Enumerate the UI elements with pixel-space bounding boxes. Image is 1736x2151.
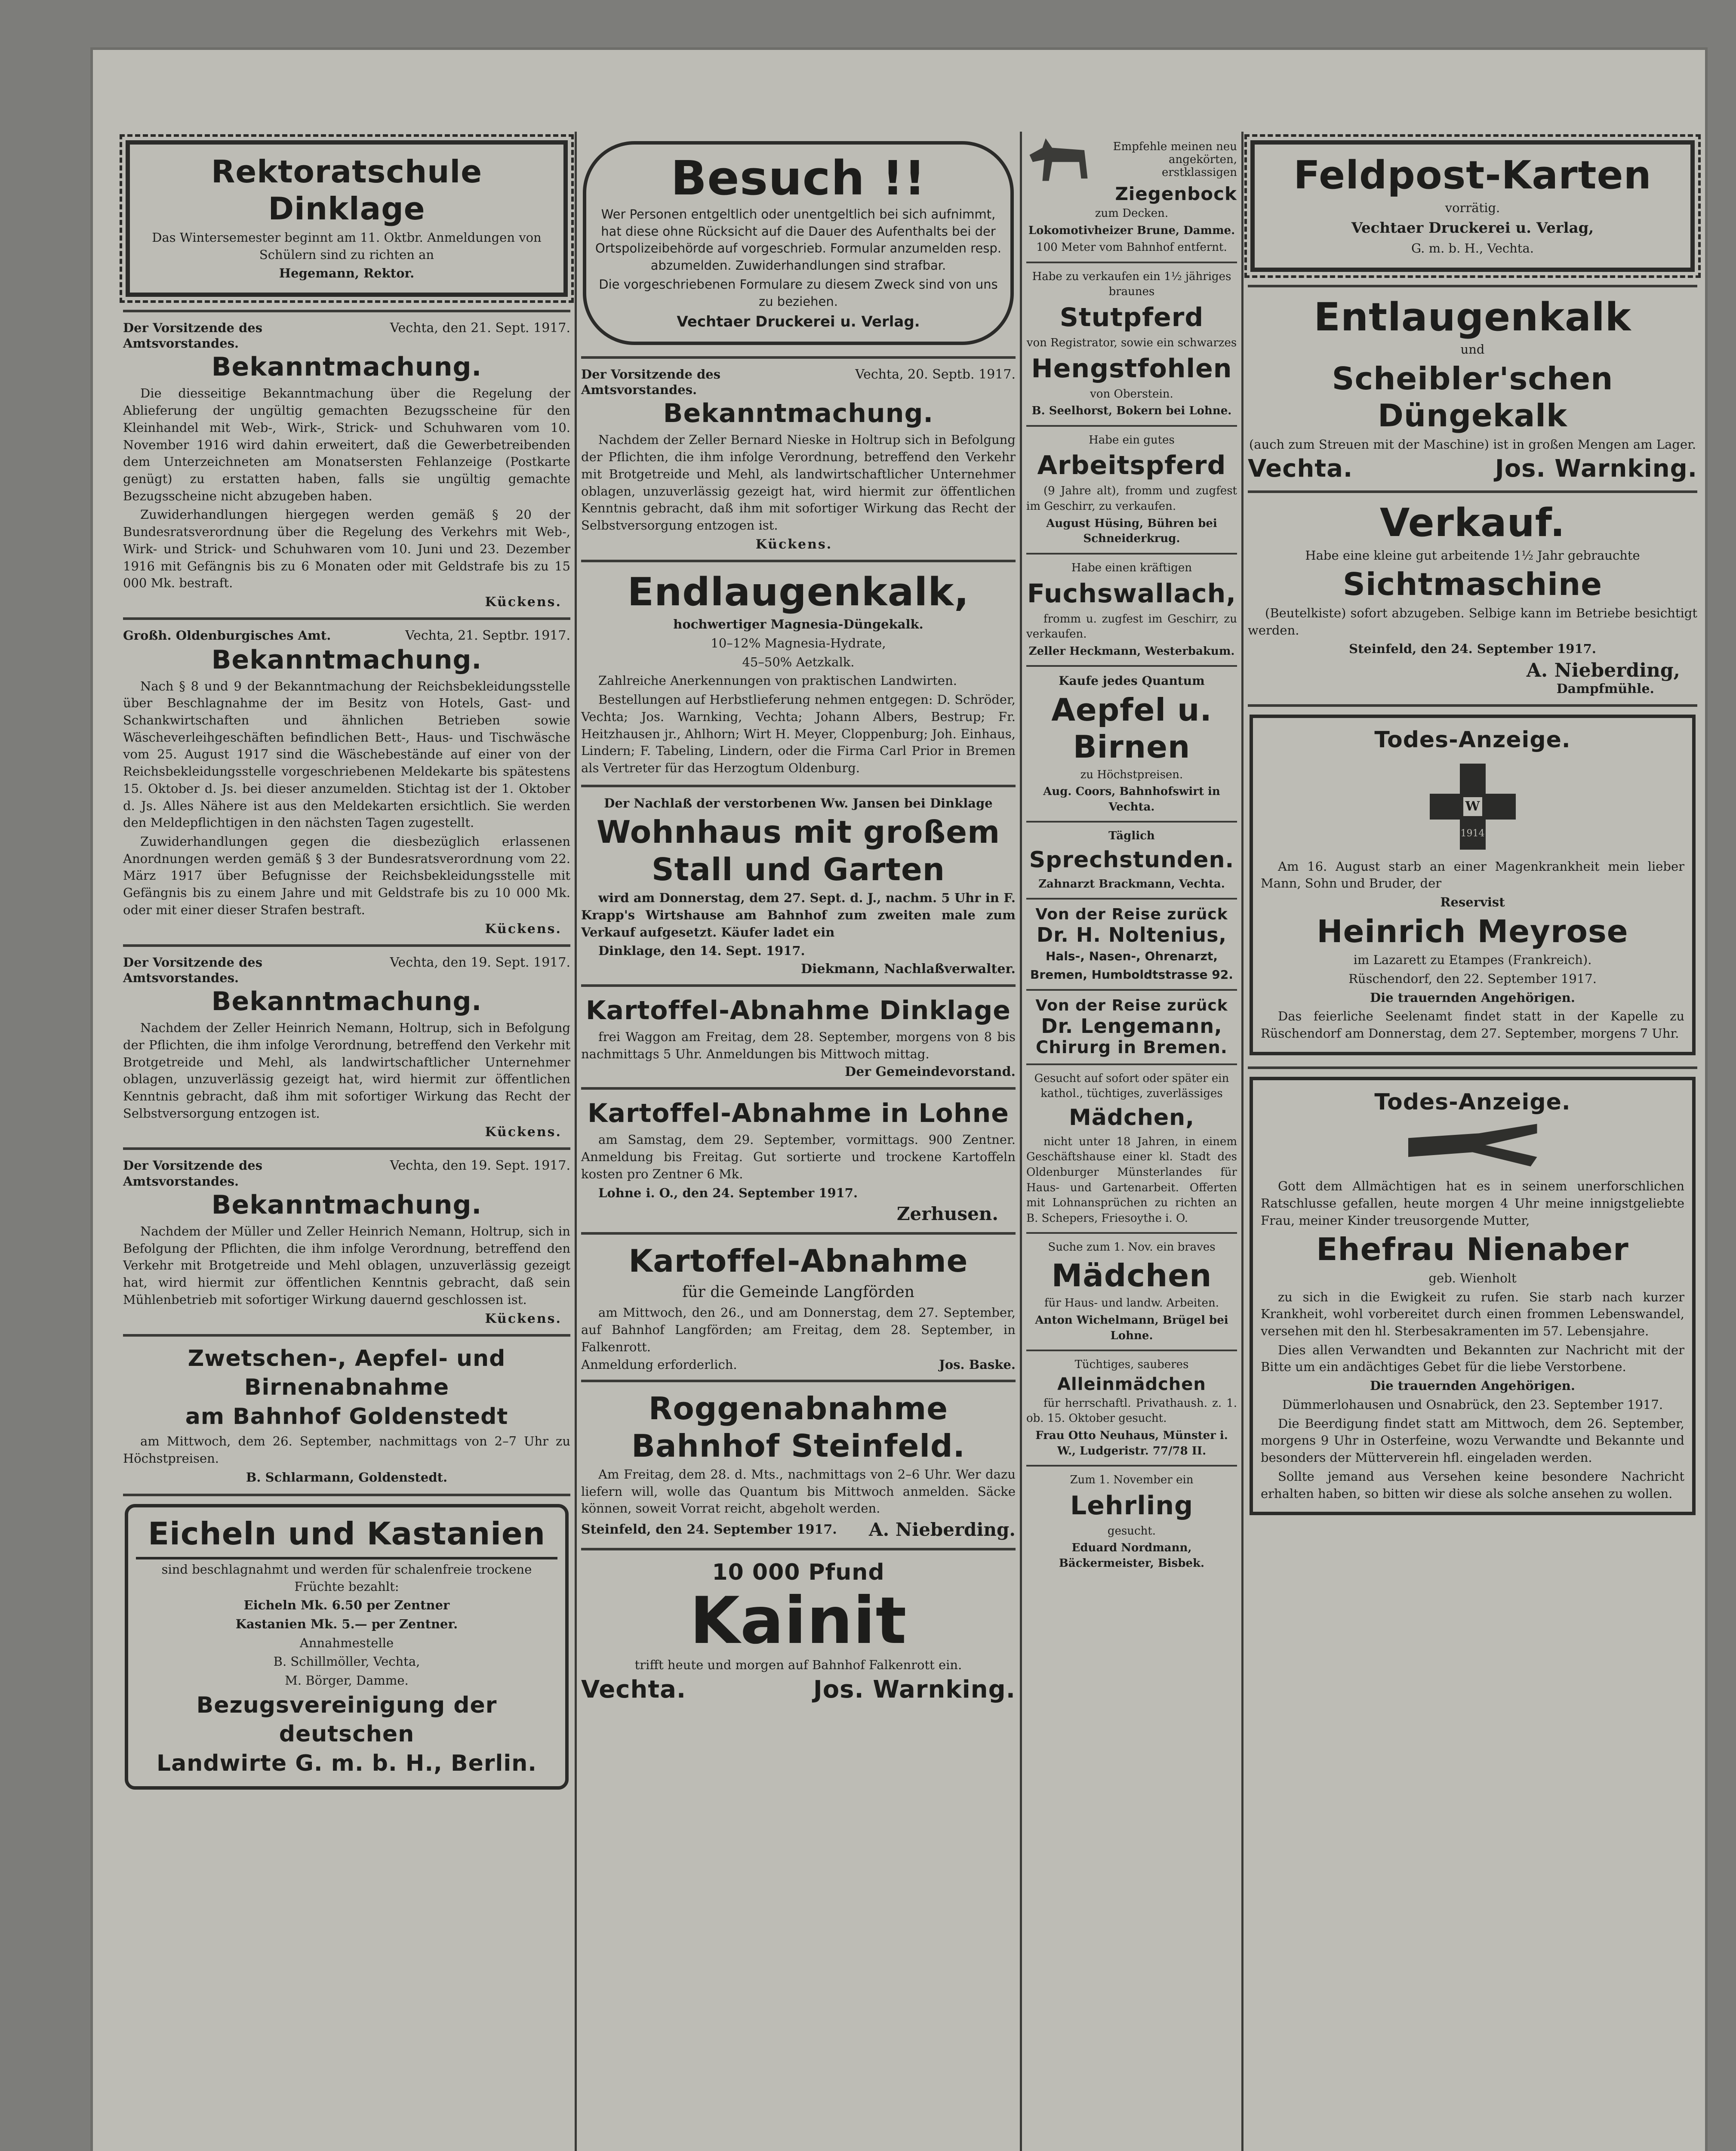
roggen-ad	[581, 1390, 1016, 1540]
ad-title: Kainit	[689, 1583, 907, 1658]
ad-date: Steinfeld, den 24. September 1917.	[1349, 641, 1596, 656]
eicheln-ad	[125, 1504, 569, 1789]
notice-1	[123, 320, 570, 610]
zahnarzt-ad	[1026, 829, 1237, 892]
ad-title: Eicheln und Kastanien	[136, 1515, 557, 1559]
stutpferd-ad	[1026, 269, 1237, 419]
ad-title: Scheibler'schen Düngekalk	[1332, 360, 1613, 434]
ad-text: für herrschaftl. Privathaush. z. 1. ob. 15. Oktober gesucht.	[1026, 1396, 1237, 1425]
ad-text: im Lazarett zu Etampes (Frankreich).	[1353, 952, 1592, 968]
ad-date: Lohne i. O., den 24. September 1917.	[598, 1185, 858, 1200]
ad-subtitle: hochwertiger Magnesia-Düngekalk.	[673, 617, 923, 632]
price-line: Eicheln Mk. 6.50 per Zentner	[243, 1598, 450, 1613]
ad-title: Entlaugenkalk	[1314, 294, 1631, 340]
ad-text: Gesucht auf sofort oder später ein kathol., tüchtiges, zuverlässiges	[1034, 1072, 1229, 1100]
kartoffel-lohne-ad	[581, 1097, 1016, 1224]
arbeitspferd-ad	[1026, 433, 1237, 547]
ad-signature: Dampfmühle.	[1556, 681, 1654, 696]
ad-text: Lokomotivheizer Brune, Damme.	[1028, 224, 1235, 237]
ad-text: Kaufe jedes Quantum	[1059, 674, 1205, 688]
ad-text: Bestellungen auf Herbstlieferung nehmen entgegen: D. Schröder, Vechta; Jos. Warnking, Vechta; Johann Albers, Bestrup; Fr. Heitzhausen jr., Ahlhorn; Wirt H. Meyer, Cloppenburg; Joh. Einhaus, Lindern; F. Tabeling, Lindern, oder die Firma Carl Prior in Bremen als Vertreter für das Herzogtum Oldenburg.	[581, 692, 1016, 775]
ad-text: 10–12% Magnesia-Hydrate,	[711, 635, 886, 650]
ad-text: Empfehle meinen neu angekörten, erstklassigen	[1113, 140, 1237, 179]
ad-text: gesucht.	[1107, 1524, 1156, 1538]
ad-text: Habe eine kleine gut arbeitende 1½ Jahr gebrauchte	[1305, 548, 1640, 563]
ad-text: fromm u. zugfest im Geschirr, zu verkaufen.	[1026, 612, 1237, 641]
ad-title: Kartoffel-Abnahme in Lohne	[588, 1098, 1009, 1129]
fuchswallach-ad	[1026, 561, 1237, 659]
ad-text: M. Börger, Damme.	[285, 1673, 409, 1688]
ad-signature: Vechtaer Druckerei u. Verlag,	[1351, 219, 1594, 237]
ad-title: Lehrling	[1070, 1490, 1194, 1521]
ad-title: Aepfel u.	[1051, 691, 1212, 728]
ad-title: Bezugsvereinigung der deutschen	[196, 1692, 497, 1747]
maedchen-ad-1	[1026, 1071, 1237, 1226]
notice-date: Vechta, den 19. Sept. 1917.	[390, 1158, 570, 1174]
ad-head: 10 000 Pfund	[712, 1559, 885, 1586]
verkauf-ad	[1248, 501, 1697, 696]
ad-text: wird am Donnerstag, dem 27. Sept. d. J., nachm. 5 Uhr in F. Krapp's Wirtshause am Bahnhof zum zweiten male zum Verkauf aufgesetzt. Käufer ladet ein	[581, 891, 1016, 940]
ad-text: Die vorgeschriebenen Formulare zu diesem Zweck sind von uns zu beziehen.	[599, 277, 998, 309]
notice-title: Bekanntmachung.	[211, 352, 482, 382]
notice-from: Der Vorsitzende des Amtsvorstandes.	[581, 367, 721, 398]
notice-title: Bekanntmachung.	[663, 398, 934, 429]
ad-text: zu Höchstpreisen.	[1080, 768, 1183, 781]
ad-text: und	[1460, 342, 1485, 357]
ad-head: Von der Reise zurück	[1035, 996, 1228, 1014]
ad-head: Der Nachlaß der verstorbenen Ww. Jansen bei Dinklage	[604, 795, 993, 810]
ad-date: Steinfeld, den 24. September 1917.	[581, 1522, 837, 1538]
ad-text: Dies allen Verwandten und Bekannten zur Nachricht mit der Bitte um ein andächtiges Gebet für die liebe Verstorbene.	[1261, 1342, 1684, 1374]
lengemann-ad	[1026, 997, 1237, 1057]
ad-signature: A. Nieberding,	[1526, 659, 1680, 681]
ad-signature: Der Gemeindevorstand.	[845, 1064, 1016, 1080]
nachlass-ad	[581, 795, 1016, 977]
notice-from: Der Vorsitzende des Amtsvorstandes.	[123, 955, 263, 985]
palm-branch-icon	[1408, 1124, 1537, 1171]
ad-text: für Haus- und landw. Arbeiten.	[1044, 1297, 1219, 1310]
ad-text: 100 Meter vom Bahnhof entfernt.	[1036, 241, 1227, 254]
ad-text: Das feierliche Seelenamt findet statt in der Kapelle zu Rüschendorf am Donnerstag, dem 27. September, morgens 7 Uhr.	[1261, 1009, 1684, 1041]
ad-text: zu sich in die Ewigkeit zu rufen. Sie starb nach kurzer Krankheit, wohl vorbereitet durch einen frommen Lebenswandel, versehen mit den hl. Sterbesakramenten im 57. Lebensjahre.	[1261, 1289, 1684, 1339]
kartoffel-dinklage-ad	[581, 995, 1016, 1079]
ad-text: Täglich	[1108, 829, 1155, 843]
kainit-ad	[581, 1558, 1016, 1704]
deceased-name: Heinrich Meyrose	[1317, 913, 1628, 949]
ad-text: Zahlreiche Anerkennungen von praktischen Landwirten.	[598, 673, 957, 688]
ad-text: am Mittwoch, dem 26. September, nachmittags von 2–7 Uhr zu Höchstpreisen.	[123, 1434, 570, 1466]
rektoratschule-ad	[126, 140, 568, 297]
ad-signature: B. Schlarmann, Goldenstedt.	[246, 1470, 448, 1485]
ziegenbock-ad	[1026, 136, 1237, 256]
ad-text: Zum 1. November ein	[1070, 1473, 1194, 1487]
kartoffel-langfoerden-ad	[581, 1242, 1016, 1372]
ad-text: am Samstag, dem 29. September, vormittags. 900 Zentner. Anmeldung bis Freitag. Gut sortierte und trockene Kartoffeln kosten pro Zentner 6 Mk.	[581, 1132, 1016, 1181]
notice-signature: Kückens.	[755, 536, 833, 552]
ad-signature: Zahnarzt Brackmann, Vechta.	[1038, 877, 1225, 891]
ad-title: Rektoratschule Dinklage	[211, 154, 483, 227]
ad-text: von Registrator, sowie ein schwarzes	[1026, 336, 1237, 350]
ad-text: Hals-, Nasen-, Ohrenarzt,	[1045, 949, 1218, 964]
ad-signature: Jos. Warnking.	[813, 1675, 1016, 1704]
ad-title: Wohnhaus mit großem	[596, 814, 1000, 851]
ad-title: Birnen	[1073, 729, 1191, 765]
ad-text: B. Schillmöller, Vechta,	[273, 1654, 420, 1669]
notice-paragraph: Nachdem der Müller und Zeller Heinrich Nemann, Holtrup, sich in Befolgung der Pflichten, die ihm infolge Verordnung, betreffend den Verkehr mit Brotgetreide und Mehl oblagen, unzuverlässig gezeigt hat, wird hiermit zur öffentlichen Kenntnis gebracht, daß sein Mühlenbetrieb mit sofortiger Wirkung dauernd geschlossen ist.	[123, 1223, 570, 1307]
noltenius-ad	[1026, 906, 1237, 983]
notice-paragraph: Zuwiderhandlungen hiergegen werden gemäß § 20 der Bundesratsverordnung über die Regelung des Verkehrs mit Web-, Wirk- und Strick- und Schuhwaren vom 10. Juni und 23. Dezember 1916 mit Gefängnis bis zu 6 Monaten oder mit Geldstrafe bis zu 15 000 Mk. bestraft.	[123, 507, 570, 591]
ad-text: Annahmestelle	[299, 1635, 394, 1650]
ad-text: sind beschlagnahmt und werden für schalenfreie trockene Früchte bezahlt:	[161, 1562, 532, 1594]
ad-text: zum Decken.	[1095, 207, 1169, 220]
besuch-ad	[583, 141, 1014, 345]
notice-title: Bekanntmachung.	[211, 986, 482, 1017]
ad-title: Landwirte G. m. b. H., Berlin.	[157, 1750, 537, 1777]
ad-text: (Beutelkiste) sofort abzugeben. Selbige kann im Betriebe besichtigt werden.	[1248, 605, 1697, 638]
iron-cross-icon	[1430, 764, 1516, 850]
ad-text: (auch zum Streuen mit der Maschine) ist in großen Mengen am Lager.	[1249, 437, 1696, 452]
notice-from: Großh. Oldenburgisches Amt.	[123, 628, 331, 643]
ad-signature: Zeller Heckmann, Westerbakum.	[1028, 644, 1235, 658]
ad-subtitle: für die Gemeinde Langförden	[682, 1283, 914, 1301]
goat-icon	[1026, 136, 1091, 183]
ad-title: Alleinmädchen	[1057, 1374, 1206, 1394]
ad-title: Bahnhof Steinfeld.	[631, 1427, 965, 1464]
ad-text: Die Beerdigung findet statt am Mittwoch, dem 26. September, morgens 9 Uhr in Osterfeine, wozu Verwandte und Bekannte und besonders der Mütterverein hfl. eingeladen werden.	[1261, 1416, 1684, 1465]
ad-text: Das Wintersemester beginnt am 11. Oktbr. Anmeldungen von Schülern sind zu richten an	[152, 230, 542, 262]
price-line: Kastanien Mk. 5.— per Zentner.	[235, 1617, 458, 1632]
ad-title: Kartoffel-Abnahme Dinklage	[586, 995, 1011, 1026]
ad-text: Reservist	[1440, 895, 1505, 910]
ad-title: Hengstfohlen	[1031, 353, 1232, 384]
ad-signature: August Hüsing, Bühren bei Schneiderkrug.	[1046, 517, 1217, 545]
ad-title: Fuchswallach,	[1027, 578, 1237, 609]
ad-title: Arbeitspferd	[1037, 450, 1226, 481]
ad-text: Gott dem Allmächtigen hat es in seinem unerforschlichen Ratschlusse gefallen, heute morgen 4 Uhr meine innigstgeliebte Frau, meiner Kinder treusorgende Mutter,	[1261, 1179, 1684, 1228]
ad-text: frei Waggon am Freitag, dem 28. September, morgens von 8 bis nachmittags 5 Uhr. Anmeldungen bis Mittwoch mittag.	[581, 1029, 1016, 1061]
ad-signature: Zerhusen.	[896, 1203, 998, 1225]
ad-signature: Die trauernden Angehörigen.	[1370, 1378, 1575, 1393]
ad-date: Rüschendorf, den 22. September 1917.	[1348, 971, 1597, 986]
ad-signature: Diekmann, Nachlaßverwalter.	[801, 961, 1016, 977]
deceased-name: Ehefrau Nienaber	[1316, 1231, 1629, 1268]
ad-title: Stutpferd	[1059, 302, 1204, 333]
ad-title: Roggenabnahme	[648, 1390, 948, 1427]
notice-from: Der Vorsitzende des Amtsvorstandes.	[123, 1158, 263, 1189]
endlaugenkalk-ad	[581, 570, 1016, 777]
notice-paragraph: Zuwiderhandlungen gegen die diesbezüglich erlassenen Anordnungen werden gemäß § 3 der Bundesratsverordnung vom 22. März 1917 über Befugnisse der Reichsbekleidungsstelle mit Gefängnis bis zu einem Jahre und mit Geldstrafe bis zu 10 000 Mk. oder mit einer dieser Strafen bestraft.	[123, 834, 570, 917]
ad-signature: G. m. b. H., Vechta.	[1411, 240, 1534, 256]
lehrling-ad	[1026, 1473, 1237, 1571]
cross-year: 1914	[1460, 828, 1485, 839]
ad-signature: Frau Otto Neuhaus, Münster i. W., Ludgeristr. 77/78 II.	[1035, 1429, 1228, 1458]
ad-text: Bremen, Humboldtstrasse 92.	[1030, 967, 1233, 982]
ad-note: Anmeldung erforderlich.	[581, 1357, 737, 1372]
notice-signature: Kückens.	[485, 1311, 562, 1326]
newspaper-page	[90, 47, 1708, 2151]
notice-paragraph: Nachdem der Zeller Bernard Nieske in Holtrup sich in Befolgung der Pflichten, die ihm infolge Verordnung, betreffend den Verkehr mit Brotgetreide und Mehl, als landwirtschaftlicher Unternehmer oblagen, unzuverlässig gezeigt hat, wird hiermit zur öffentlichen Kenntnis gebracht, daß ihm mit sofortiger Wirkung das Recht der Selbstversorgung entzogen ist.	[581, 432, 1016, 533]
ad-signature: Jos. Baske.	[939, 1357, 1016, 1372]
ad-text: Wer Personen entgeltlich oder unentgeltlich bei sich aufnimmt, hat diese ohne Rücksicht auf die Dauer des Aufenthalts bei der Ortspolizeibehörde auf vorgeschrieb. Formular anzumelden resp. abzumelden. Zuwiderhandlungen sind strafbar.	[595, 207, 1002, 273]
column-rule	[1241, 132, 1244, 2151]
notice-date: Vechta, den 21. Sept. 1917.	[390, 320, 570, 336]
column-3	[1026, 136, 1237, 2151]
ad-text: 45–50% Aetzkalk.	[742, 654, 855, 669]
ad-text: Tüchtiges, sauberes	[1074, 1358, 1189, 1371]
ad-title: am Bahnhof Goldenstedt	[185, 1403, 508, 1430]
notice-title: Bekanntmachung.	[211, 644, 482, 675]
ad-signature: Aug. Coors, Bahnhofswirt in Vechta.	[1043, 785, 1220, 814]
notice-5	[581, 367, 1016, 552]
maedchen-ad-2	[1026, 1240, 1237, 1344]
notice-from: Der Vorsitzende des Amtsvorstandes.	[123, 320, 263, 351]
ad-signature: Vechtaer Druckerei u. Verlag.	[677, 313, 920, 331]
ad-text: Am 16. August starb an einer Magenkrankheit mein lieber Mann, Sohn und Bruder, der	[1261, 859, 1684, 891]
notice-title: Bekanntmachung.	[211, 1190, 482, 1220]
todes-anzeige-2	[1250, 1077, 1696, 1515]
ad-text: vorrätig.	[1445, 200, 1500, 215]
ad-text: geb. Wienholt	[1428, 1270, 1517, 1285]
ad-title: Zwetschen-, Aepfel- und Birnenabnahme	[188, 1345, 506, 1401]
ad-title: Sichtmaschine	[1342, 566, 1603, 603]
ad-title: Kartoffel-Abnahme	[628, 1243, 968, 1279]
column-rule	[575, 132, 577, 2151]
ad-text: Sollte jemand aus Versehen keine besondere Nachricht erhalten haben, so bitten wir diese als solche ansehen zu wollen.	[1261, 1469, 1684, 1501]
ad-text: Habe ein gutes	[1089, 433, 1175, 447]
ad-signature: Eduard Nordmann, Bäckermeister, Bisbek.	[1059, 1541, 1205, 1570]
ad-title: Besuch !!	[671, 151, 926, 206]
ad-text: Am Freitag, dem 28. d. Mts., nachmittags von 2–6 Uhr. Wer dazu liefern will, wolle das Quantum bis Mittwoch anmelden. Säcke können, soweit Vorrat reicht, abgeholt werden.	[581, 1467, 1016, 1516]
alleinmaedchen-ad	[1026, 1357, 1237, 1459]
ad-signature: Anton Wichelmann, Brügel bei Lohne.	[1035, 1313, 1228, 1342]
ad-text: nicht unter 18 Jahren, in einem Geschäftshause einer kl. Stadt des Oldenburger Münsterlandes für Haus- und Gartenarbeit. Offerten mit Lohnansprüchen zu richten an B. Schepers, Friesoythe i. O.	[1026, 1135, 1237, 1225]
notice-2	[123, 628, 570, 937]
ad-title: Sprechstunden.	[1029, 847, 1234, 873]
notice-signature: Kückens.	[485, 1125, 562, 1140]
ad-date: Dümmerlohausen und Osnabrück, den 23. September 1917.	[1282, 1397, 1663, 1412]
notice-paragraph: Nach § 8 und 9 der Bekanntmachung der Reichsbekleidungsstelle über Beschlagnahme der im Besitz von Hotels, Gast- und Schankwirtschaften und ähnlichen Betrieben sowie Wäscheverleihgeschäften befindlichen Bett-, Haus- und Tischwäsche vom 25. August 1917 sind die Wäschebestände auf einer von der Reichsbekleidungsstelle vorgeschriebenen Meldekarte bis spätestens 15. Oktober d. Js. bei dieser anzumelden. Stichtag ist der 1. Oktober d. Js. Alles Nähere ist aus den Meldekarten ersichtlich. Sie werden den Meldepflichtigen in den nächsten Tagen zugestellt.	[123, 678, 570, 830]
zwetschen-ad	[123, 1344, 570, 1486]
column-4	[1248, 136, 1697, 2151]
ad-text: von Oberstein.	[1090, 387, 1173, 401]
ad-text: (9 Jahre alt), fromm und zugfest im Geschirr, zu verkaufen.	[1026, 484, 1237, 513]
ad-place: Vechta.	[581, 1675, 686, 1704]
ad-title: Mädchen,	[1069, 1105, 1194, 1131]
ad-text: Suche zum 1. Nov. ein braves	[1048, 1241, 1216, 1254]
ad-text: Chirurg in Bremen.	[1036, 1037, 1228, 1057]
notice-date: Vechta, 20. Septb. 1917.	[855, 367, 1016, 382]
notice-signature: Kückens.	[485, 595, 562, 610]
todes-anzeige-1	[1250, 715, 1696, 1055]
ad-title: Mädchen	[1051, 1257, 1212, 1294]
ad-head: Von der Reise zurück	[1035, 906, 1228, 924]
ad-title: Dr. H. Noltenius,	[1037, 923, 1227, 947]
ad-title: Ziegenbock	[1115, 183, 1237, 204]
column-1	[123, 136, 570, 2151]
ad-signature: A. Nieberding.	[869, 1519, 1016, 1541]
notice-date: Vechta, 21. Septbr. 1917.	[405, 628, 570, 644]
notice-4	[123, 1158, 570, 1326]
ad-place: Vechta.	[1248, 455, 1353, 483]
aepfel-ad	[1026, 673, 1237, 815]
ad-title: Dr. Lengemann,	[1041, 1014, 1222, 1038]
column-rule	[1020, 132, 1022, 2151]
ad-text: Habe zu verkaufen ein 1½ jähriges braunes	[1032, 270, 1231, 299]
ad-title: Todes-Anzeige.	[1374, 727, 1571, 753]
ad-signature: B. Seelhorst, Bokern bei Lohne.	[1031, 404, 1232, 418]
ad-date: Dinklage, den 14. Sept. 1917.	[598, 943, 805, 958]
ad-title: Todes-Anzeige.	[1374, 1089, 1571, 1115]
ad-text: Habe einen kräftigen	[1071, 561, 1192, 574]
ad-signature: Hegemann, Rektor.	[279, 266, 415, 281]
notice-paragraph: Nachdem der Zeller Heinrich Nemann, Holtrup, sich in Befolgung der Pflichten, die ihm infolge Verordnung, betreffend den Verkehr mit Brotgetreide und Mehl, als landwirtschaftlicher Unternehmer oblagen, unzuverlässig gezeigt hat, wird hiermit zur öffentlichen Kenntnis gebracht, daß ihm mit sofortiger Wirkung das Recht der Selbstversorgung entzogen ist.	[123, 1020, 570, 1121]
cross-letter: W	[1463, 797, 1482, 816]
ad-signature: Jos. Warnking.	[1495, 455, 1697, 483]
column-2	[581, 136, 1016, 2151]
notice-date: Vechta, den 19. Sept. 1917.	[390, 955, 570, 970]
ad-text: trifft heute und morgen auf Bahnhof Falkenrott ein.	[634, 1658, 962, 1673]
ad-title: Verkauf.	[1379, 500, 1566, 546]
feldpost-ad	[1250, 140, 1695, 272]
ad-signature: Die trauernden Angehörigen.	[1370, 990, 1575, 1005]
notice-paragraph: Die diesseitige Bekanntmachung über die Regelung der Ablieferung der ungültig gemachten Bezugsscheine für den Kleinhandel mit Web-, Wirk-, Strick- und Schuhwaren vom 10. November 1916 wird dahin erweitert, daß die Gewerbetreibenden dem Unterzeichneten am Monatsersten Fehlanzeige (Postkarte genügt) zu erstatten haben, falls sie ungültig gemachte Bezugsscheine nicht abzugeben haben.	[123, 386, 570, 503]
ad-text: am Mittwoch, den 26., und am Donnerstag, dem 27. September, auf Bahnhof Langförden; am Freitag, dem 28. September, in Falkenrott.	[581, 1305, 1016, 1354]
kalk-ad	[1248, 295, 1697, 483]
ad-title: Endlaugenkalk,	[627, 569, 970, 615]
ad-title: Feldpost-Karten	[1293, 153, 1652, 198]
notice-3	[123, 955, 570, 1140]
notice-signature: Kückens.	[485, 921, 562, 937]
ad-title: Stall und Garten	[651, 851, 945, 888]
